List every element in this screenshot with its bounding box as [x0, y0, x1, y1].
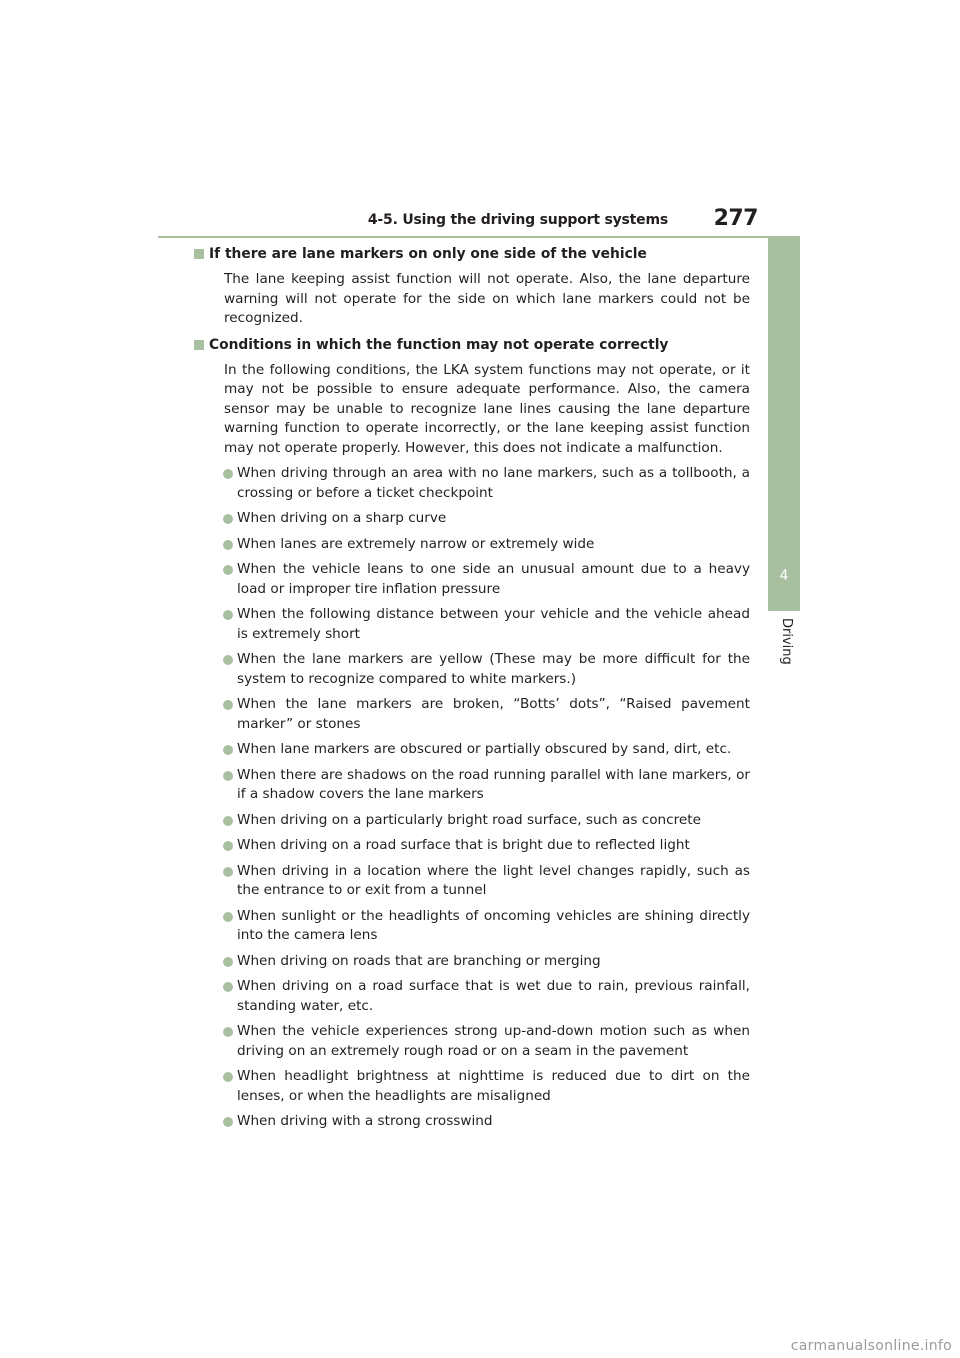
list-item: [237, 650, 750, 689]
list-item: [237, 952, 750, 972]
section-paragraph: The lane keeping assist function will not operate. Also, the lane departure warning will not operate for the side on which lane markers could not be recognized.: [224, 271, 750, 326]
list-item-text: When the vehicle leans to one side an unusual amount due to a heavy load or improper tire inflation pressure: [237, 561, 750, 597]
round-bullet-icon: [223, 745, 233, 755]
round-bullet-icon: [223, 565, 233, 575]
list-item: [237, 1022, 750, 1061]
list-item: [237, 1067, 750, 1106]
list-item-text: When driving with a strong crosswind: [237, 1113, 493, 1129]
list-item: [237, 560, 750, 599]
list-item: [237, 740, 750, 760]
list-item: [237, 695, 750, 734]
round-bullet-icon: [223, 982, 233, 992]
section-heading: [209, 335, 750, 355]
section-heading: [209, 244, 750, 264]
list-item-text: When driving on a road surface that is bright due to reflected light: [237, 837, 690, 853]
watermark: carmanualsonline.info: [790, 1338, 952, 1354]
page-number: 277: [713, 206, 758, 231]
list-item: [237, 535, 750, 555]
chapter-tab: [768, 237, 800, 611]
list-item-text: When driving through an area with no lane markers, such as a tollbooth, a crossing or before a ticket checkpoint: [237, 465, 750, 501]
list-item: [237, 862, 750, 901]
round-bullet-icon: [223, 655, 233, 665]
list-item: [237, 907, 750, 946]
list-item-text: When lane markers are obscured or partially obscured by sand, dirt, etc.: [237, 741, 732, 757]
round-bullet-icon: [223, 867, 233, 877]
round-bullet-icon: [223, 1117, 233, 1127]
list-item-text: When lanes are extremely narrow or extremely wide: [237, 535, 595, 552]
round-bullet-icon: [223, 469, 233, 479]
page-header: [158, 200, 800, 238]
list-item: [237, 464, 750, 503]
square-bullet-icon: [194, 249, 204, 259]
list-item-text: When the lane markers are yellow (These may be more difficult for the system to recognize compared to white markers.): [237, 651, 750, 687]
list-item-text: When driving on a particularly bright road surface, such as concrete: [237, 811, 701, 828]
condition-list: [209, 464, 750, 1132]
round-bullet-icon: [223, 610, 233, 620]
section-paragraph: In the following conditions, the LKA system functions may not operate, or it may not be possible to ensure adequate performance. Also, the camera sensor may be unable to recognize lane lines causing the lane departure warning function to operate incorrectly, or the lane keeping assist function may not operate properly. However, this does not indicate a malfunction.: [224, 361, 750, 456]
list-item: [237, 811, 750, 831]
round-bullet-icon: [223, 514, 233, 524]
list-item: [237, 509, 750, 529]
round-bullet-icon: [223, 771, 233, 781]
list-item-text: When the lane markers are broken, “Botts’ dots”, “Raised pavement marker” or stones: [237, 696, 750, 732]
list-item-text: When headlight brightness at nighttime is reduced due to dirt on the lenses, or when the headlights are misaligned: [237, 1068, 750, 1104]
list-item-text: When driving on a sharp curve: [237, 510, 447, 526]
list-item: [237, 1112, 750, 1132]
list-item-text: When driving on a road surface that is wet due to rain, previous rainfall, standing water, etc.: [237, 978, 750, 1014]
page-content: [209, 244, 750, 1138]
round-bullet-icon: [223, 912, 233, 922]
list-item-text: When driving in a location where the light level changes rapidly, such as the entrance to or exit from a tunnel: [237, 862, 750, 898]
list-item: [237, 977, 750, 1016]
list-item-text: When the vehicle experiences strong up-and-down motion such as when driving on an extremely rough road or on a seam in the pavement: [237, 1023, 750, 1059]
section-heading-text: Conditions in which the function may not operate correctly: [209, 336, 669, 353]
list-item: [237, 836, 750, 856]
list-item-text: When the following distance between your vehicle and the vehicle ahead is extremely short: [237, 606, 750, 642]
list-item: [237, 605, 750, 644]
chapter-label: Driving: [779, 618, 794, 665]
round-bullet-icon: [223, 816, 233, 826]
list-item-text: When there are shadows on the road running parallel with lane markers, or if a shadow covers the lane markers: [237, 766, 750, 802]
square-bullet-icon: [194, 340, 204, 350]
section-title: 4-5. Using the driving support systems: [367, 212, 668, 228]
round-bullet-icon: [223, 1072, 233, 1082]
round-bullet-icon: [223, 700, 233, 710]
round-bullet-icon: [223, 1027, 233, 1037]
list-item-text: When driving on roads that are branching or merging: [237, 952, 601, 969]
list-item-text: When sunlight or the headlights of oncoming vehicles are shining directly into the camera lens: [237, 907, 750, 943]
round-bullet-icon: [223, 841, 233, 851]
round-bullet-icon: [223, 957, 233, 967]
list-item: [237, 766, 750, 805]
round-bullet-icon: [223, 540, 233, 550]
section-heading-text: If there are lane markers on only one side of the vehicle: [209, 246, 647, 262]
chapter-number: 4: [779, 568, 789, 584]
